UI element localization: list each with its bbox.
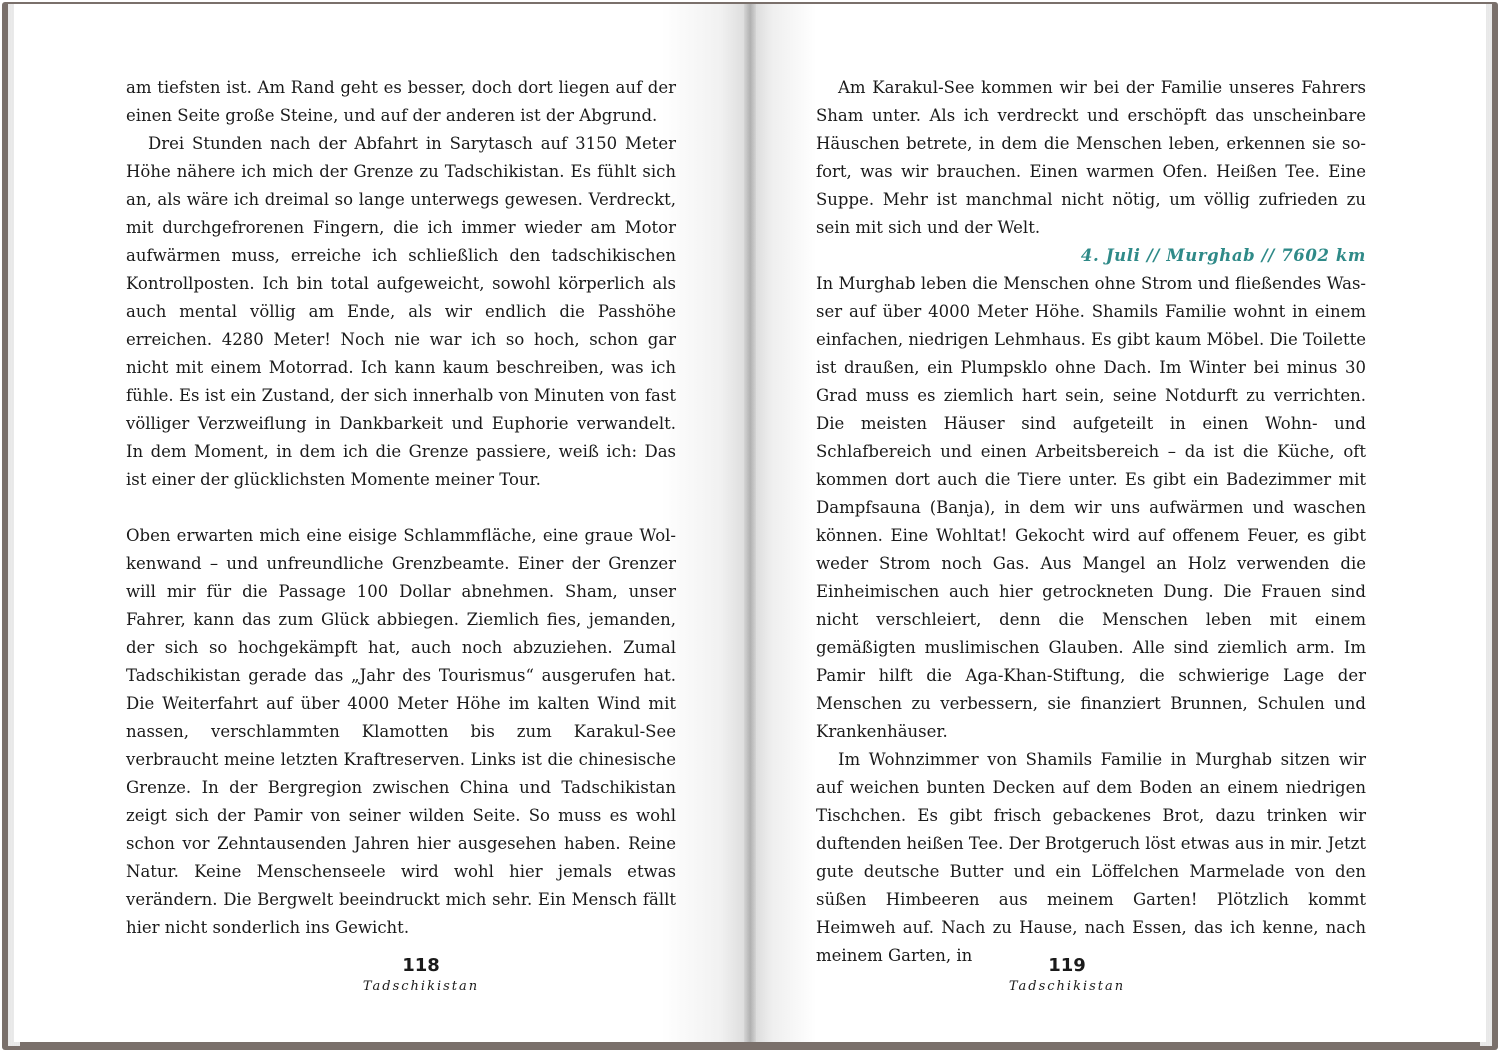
paragraph: Oben erwarten mich eine eisige Schlammfläche, eine graue Wolkenwand – und unfreundliche Grenzbeamte. Einer der Grenzer will mir für die Passage 100 Dollar abnehmen. Sham, unser Fahrer, kann das zum Glück abbiegen. Ziemlich fies, jemanden, der sich so hochgekämpft hat, auch noch abzuziehen. Zumal Tadschikistan gerade das „Jahr des Tourismus“ ausgerufen hat. Die Weiterfahrt auf über 4000 Meter Höhe im kalten Wind mit nassen, verschlammten Klamotten bis zum Karakul-See verbraucht meine letzten Kraftreserven. Links ist die chinesische Grenze. In der Bergregion zwischen China und Tadschikistan zeigt sich der Pamir von seiner wilden Seite. So muss es wohl schon vor Zehntausenden Jahren hier ausgesehen haben. Reine Natur. Keine Menschenseele wird wohl hier jemals etwas verändern. Die Bergwelt beeindruckt mich sehr. Ein Mensch fällt hier nicht sonderlich ins Gewicht. <box>126 526 676 937</box>
running-title: Tadschikistan <box>1008 979 1126 994</box>
paragraph: am tiefsten ist. Am Rand geht es besser, doch dort liegen auf der einen Seite große Steine, und auf der anderen ist der Abgrund. <box>126 78 676 125</box>
paragraph: Drei Stunden nach der Abfahrt in Sarytasch auf 3150 Meter Höhe nähere ich mich der Grenze zu Tadschikistan. Es fühlt sich an, als wäre ich dreimal so lange unterwegs gewesen. Verdreckt, mit durchgefrorenen Fingern, die ich immer wieder am Motor aufwärmen muss, erreiche ich schließlich den tadschikischen Kontrollposten. Ich bin total aufgeweicht, sowohl körperlich als auch mental völlig am Ende, als wir endlich die Passhöhe erreichen. 4280 Meter! Noch nie war ich so hoch, schon gar nicht mit einem Motorrad. Ich kann kaum beschreiben, was ich fühle. Es ist ein Zustand, der sich innerhalb von Minuten von fast völliger Verzweiflung in Dankbarkeit und Euphorie verwandelt. In dem Moment, in dem ich die Grenze passiere, weiß ich: Das ist einer der glücklichsten Momente meiner Tour. <box>126 134 676 489</box>
right-page <box>750 4 1486 1042</box>
page-number: 119 <box>1048 955 1086 976</box>
left-page <box>14 4 750 1042</box>
left-page-text <box>126 74 676 942</box>
paragraph: Im Wohnzimmer von Shamils Familie in Murghab sitzen wir auf weichen bunten Decken auf dem Boden an einem niedrigen Tischchen. Es gibt frisch gebackenes Brot, dazu trinken wir duftenden heißen Tee. Der Brotgeruch löst etwas aus in mir. Jetzt gute deutsche Butter und ein Löffelchen Marmelade von den süßen Himbeeren aus meinem Garten! Plötzlich kommt Heimweh auf. Nach zu Hause, nach Essen, das ich kenne, nach meinem Garten, in <box>816 750 1367 965</box>
dateline-heading: 4. Juli // Murghab // 7602 km <box>1080 246 1366 265</box>
paragraph: In Murghab leben die Menschen ohne Strom und fließendes Wasser auf über 4000 Meter Höhe. Shamils Familie wohnt in einem einfachen, niedrigen Lehmhaus. Es gibt kaum Möbel. Die Toilette ist draußen, ein Plumpsklo ohne Dach. Im Winter bei minus 30 Grad muss es ziemlich hart sein, seine Notdurft zu verrichten. Die meisten Häuser sind aufgeteilt in einen Wohn- und Schlafbereich und einen Arbeitsbereich – da ist die Küche, oft kommen dort auch die Tiere unter. Es gibt ein Badezimmer mit Dampfsauna (Banja), in dem wir uns aufwärmen und waschen können. Eine Wohltat! Gekocht wird auf offenem Feuer, es gibt weder Strom noch Gas. Aus Mangel an Holz verwenden die Einheimischen auch hier getrockneten Dung. Die Frauen sind nicht verschleiert, denn die Menschen leben mit einem gemäßigten muslimischen Glauben. Alle sind ziemlich arm. Im Pamir hilft die Aga-Khan-Stiftung, die schwierige Lage der Menschen zu verbessern, sie finanziert Brunnen, Schulen und Krankenhäuser. <box>816 274 1366 741</box>
left-page-footer <box>321 954 521 996</box>
right-page-footer <box>967 954 1167 996</box>
right-page-text <box>816 74 1366 970</box>
page-number: 118 <box>402 955 440 976</box>
book-gutter <box>744 4 756 1042</box>
paragraph: Am Karakul-See kommen wir bei der Familie unseres Fahrers Sham unter. Als ich verdreckt und erschöpft das unscheinbare Häuschen betrete, in dem die Menschen leben, erkennen sie sofort, was wir brauchen. Einen warmen Ofen. Heißen Tee. Eine Suppe. Mehr ist manchmal nicht nötig, um völlig zufrieden zu sein mit sich und der Welt. <box>816 78 1366 237</box>
running-title: Tadschikistan <box>362 979 480 994</box>
